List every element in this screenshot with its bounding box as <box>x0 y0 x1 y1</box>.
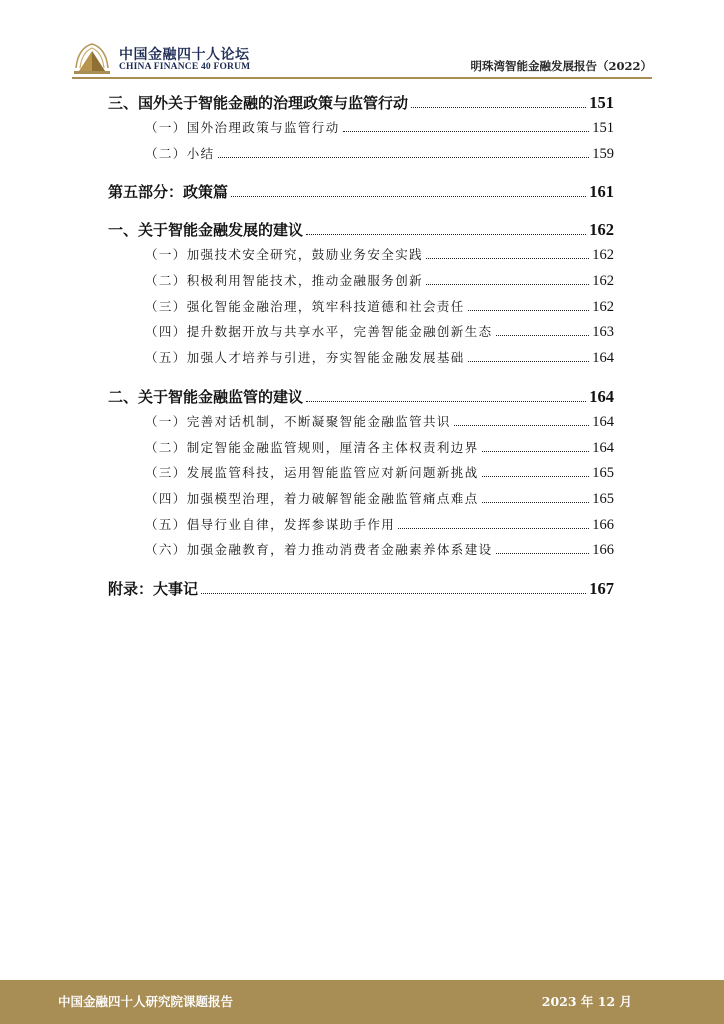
toc-entry[interactable] <box>108 242 614 268</box>
toc-entry-label: （三）强化智能金融治理，筑牢科技道德和社会责任 <box>145 298 465 314</box>
toc-leader-dots <box>454 425 589 426</box>
table-of-contents <box>108 90 614 601</box>
toc-entry[interactable] <box>108 435 614 461</box>
toc-entry[interactable] <box>108 486 614 512</box>
toc-entry[interactable] <box>108 319 614 345</box>
toc-leader-dots <box>398 528 589 529</box>
toc-entry-page: 165 <box>592 465 614 482</box>
toc-entry-label: 二、关于智能金融监管的建议 <box>108 387 304 406</box>
toc-entry-page: 166 <box>592 516 614 533</box>
toc-entry-label: （六）加强金融教育，着力推动消费者金融素养体系建设 <box>145 542 493 558</box>
toc-leader-dots <box>218 157 590 158</box>
toc-leader-dots <box>482 476 590 477</box>
toc-leader-dots <box>468 310 590 311</box>
toc-leader-dots <box>482 502 590 503</box>
toc-entry-page: 162 <box>589 220 614 240</box>
toc-entry-page: 166 <box>592 542 614 559</box>
page-footer <box>0 980 724 1024</box>
toc-entry-page: 159 <box>592 145 614 162</box>
toc-entry-page: 164 <box>592 439 614 456</box>
toc-leader-dots <box>496 335 590 336</box>
footer-report-source: 中国金融四十人研究院课题报告 <box>58 994 234 1009</box>
toc-entry[interactable] <box>108 90 614 115</box>
toc-entry[interactable] <box>108 384 614 409</box>
toc-entry-page: 167 <box>589 578 614 598</box>
toc-entry-label: 一、关于智能金融发展的建议 <box>108 221 304 240</box>
footer-date: 2023 年 12 月 <box>541 994 632 1009</box>
toc-entry[interactable] <box>108 115 614 141</box>
toc-entry-page: 162 <box>592 247 614 264</box>
page-header <box>0 0 724 80</box>
toc-entry[interactable] <box>108 409 614 435</box>
toc-leader-dots <box>496 553 590 554</box>
toc-leader-dots <box>306 234 586 235</box>
toc-entry-label: （一）完善对话机制，不断凝聚智能金融监管共识 <box>145 413 451 429</box>
toc-leader-dots <box>231 196 586 197</box>
pyramid-logo-icon <box>72 38 112 76</box>
org-name-en: CHINA FINANCE 40 FORUM <box>119 62 251 72</box>
toc-entry-page: 162 <box>592 298 614 315</box>
toc-entry[interactable] <box>108 512 614 538</box>
toc-leader-dots <box>201 593 586 594</box>
toc-entry-label: （五）加强人才培养与引进，夯实智能金融发展基础 <box>145 350 465 366</box>
toc-entry-label: （二）制定智能金融监管规则，厘清各主体权责利边界 <box>145 439 479 455</box>
toc-entry[interactable] <box>108 179 614 204</box>
toc-entry[interactable] <box>108 294 614 320</box>
toc-entry-page: 164 <box>592 350 614 367</box>
toc-entry-page: 164 <box>592 413 614 430</box>
toc-entry-label: （一）加强技术安全研究，鼓励业务安全实践 <box>145 247 424 263</box>
toc-leader-dots <box>411 107 586 108</box>
toc-leader-dots <box>426 258 589 259</box>
toc-entry[interactable] <box>108 141 614 167</box>
toc-entry-label: 附录：大事记 <box>108 579 199 598</box>
org-name-cn: 中国金融四十人论坛 <box>119 47 250 63</box>
toc-leader-dots <box>343 131 590 132</box>
toc-entry[interactable] <box>108 345 614 371</box>
toc-entry-page: 162 <box>592 273 614 290</box>
toc-entry-label: （二）积极利用智能技术，推动金融服务创新 <box>145 273 424 289</box>
toc-entry-label: （五）倡导行业自律，发挥参谋助手作用 <box>145 516 396 532</box>
toc-leader-dots <box>426 284 589 285</box>
toc-entry-label: （四）提升数据开放与共享水平，完善智能金融创新生态 <box>145 324 493 340</box>
toc-entry-page: 165 <box>592 490 614 507</box>
toc-entry[interactable] <box>108 268 614 294</box>
toc-entry-page: 161 <box>589 182 614 202</box>
toc-entry[interactable] <box>108 576 614 601</box>
toc-entry-page: 151 <box>589 93 614 112</box>
toc-leader-dots <box>468 361 590 362</box>
toc-entry[interactable] <box>108 537 614 563</box>
toc-leader-dots <box>482 451 590 452</box>
toc-entry-label: （四）加强模型治理，着力破解智能金融监管痛点难点 <box>145 490 479 506</box>
toc-entry-label: 三、国外关于智能金融的治理政策与监管行动 <box>108 94 409 112</box>
toc-entry-label: （一）国外治理政策与监管行动 <box>145 120 340 135</box>
toc-entry[interactable] <box>108 460 614 486</box>
toc-entry[interactable] <box>108 217 614 242</box>
toc-entry-label: （二）小结 <box>145 145 215 161</box>
header-divider <box>72 77 652 79</box>
toc-entry-page: 151 <box>592 120 614 136</box>
report-title: 明珠湾智能金融发展报告（2022） <box>470 59 652 73</box>
toc-entry-label: （三）发展监管科技，运用智能监管应对新问题新挑战 <box>145 465 479 481</box>
toc-entry-page: 163 <box>592 324 614 341</box>
toc-entry-page: 164 <box>589 386 614 406</box>
toc-leader-dots <box>306 401 586 402</box>
toc-entry-label: 第五部分：政策篇 <box>108 183 229 202</box>
